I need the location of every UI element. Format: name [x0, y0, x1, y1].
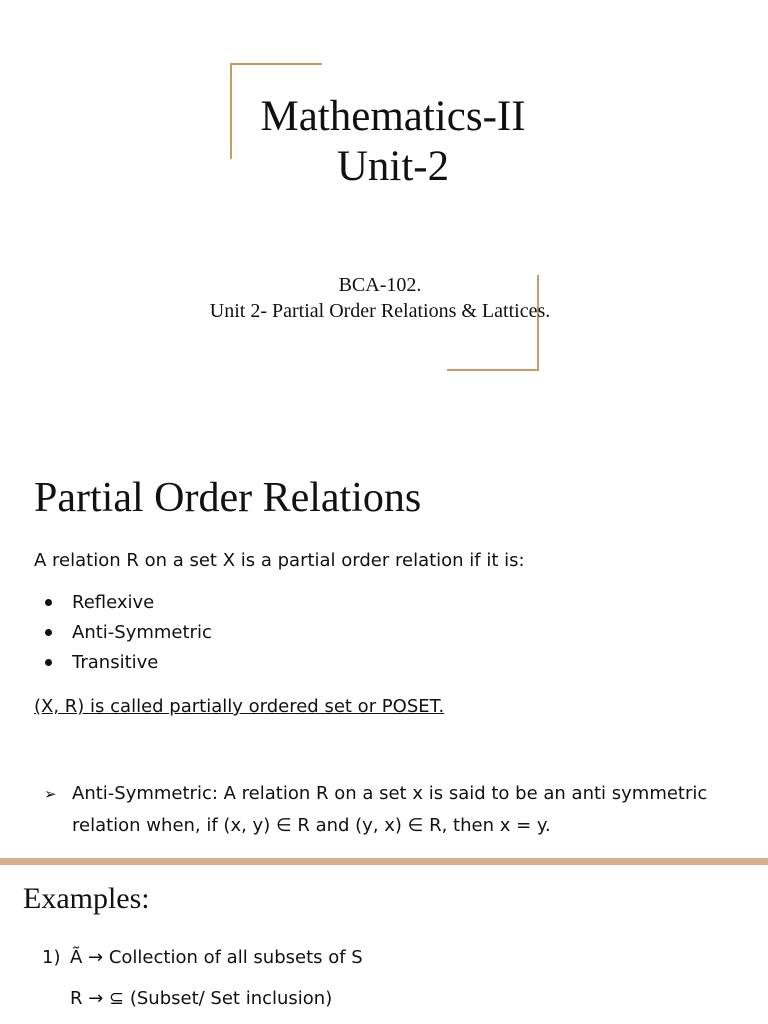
examples-heading: Examples:: [23, 882, 150, 915]
slide-divider: [0, 428, 768, 435]
poset-note: (X, R) is called partially ordered set or POSET.: [34, 696, 445, 717]
bullet-icon: [45, 659, 52, 666]
properties-list: [34, 590, 212, 680]
example-item: [42, 945, 363, 971]
slide-divider: [0, 858, 768, 865]
title-line-2: Unit-2: [336, 143, 450, 190]
list-item: [34, 650, 212, 680]
example-relation: R → ⊆ (Subset/ Set inclusion): [70, 988, 333, 1009]
definition-line-1: Anti-Symmetric: A relation R on a set x is said to be an anti symmetric: [72, 783, 708, 804]
subtitle-block: [0, 272, 760, 324]
unit-subtitle: Unit 2- Partial Order Relations & Lattices.: [209, 300, 551, 322]
list-item-label: Reflexive: [72, 592, 155, 613]
list-item-label: Anti-Symmetric: [72, 622, 212, 643]
list-item: [34, 590, 212, 620]
definition-line-2: relation when, if (x, y) ∈ R and (y, x) ∈ R, then x = y.: [72, 815, 551, 836]
intro-text: A relation R on a set X is a partial order relation if it is:: [34, 550, 525, 571]
section-heading: Partial Order Relations: [34, 475, 422, 521]
example-text: Ã → Collection of all subsets of S: [70, 947, 363, 968]
bullet-icon: [45, 599, 52, 606]
arrowhead-bullet-icon: ➢: [44, 785, 57, 803]
list-item-label: Transitive: [72, 652, 159, 673]
list-item: [34, 620, 212, 650]
example-number: 1): [42, 947, 61, 968]
definition-item: [34, 778, 734, 842]
title-slide: [0, 0, 768, 435]
title-line-1: Mathematics-II: [260, 93, 526, 140]
course-code: BCA-102.: [338, 274, 422, 296]
bullet-icon: [45, 629, 52, 636]
page-title: [0, 92, 768, 192]
